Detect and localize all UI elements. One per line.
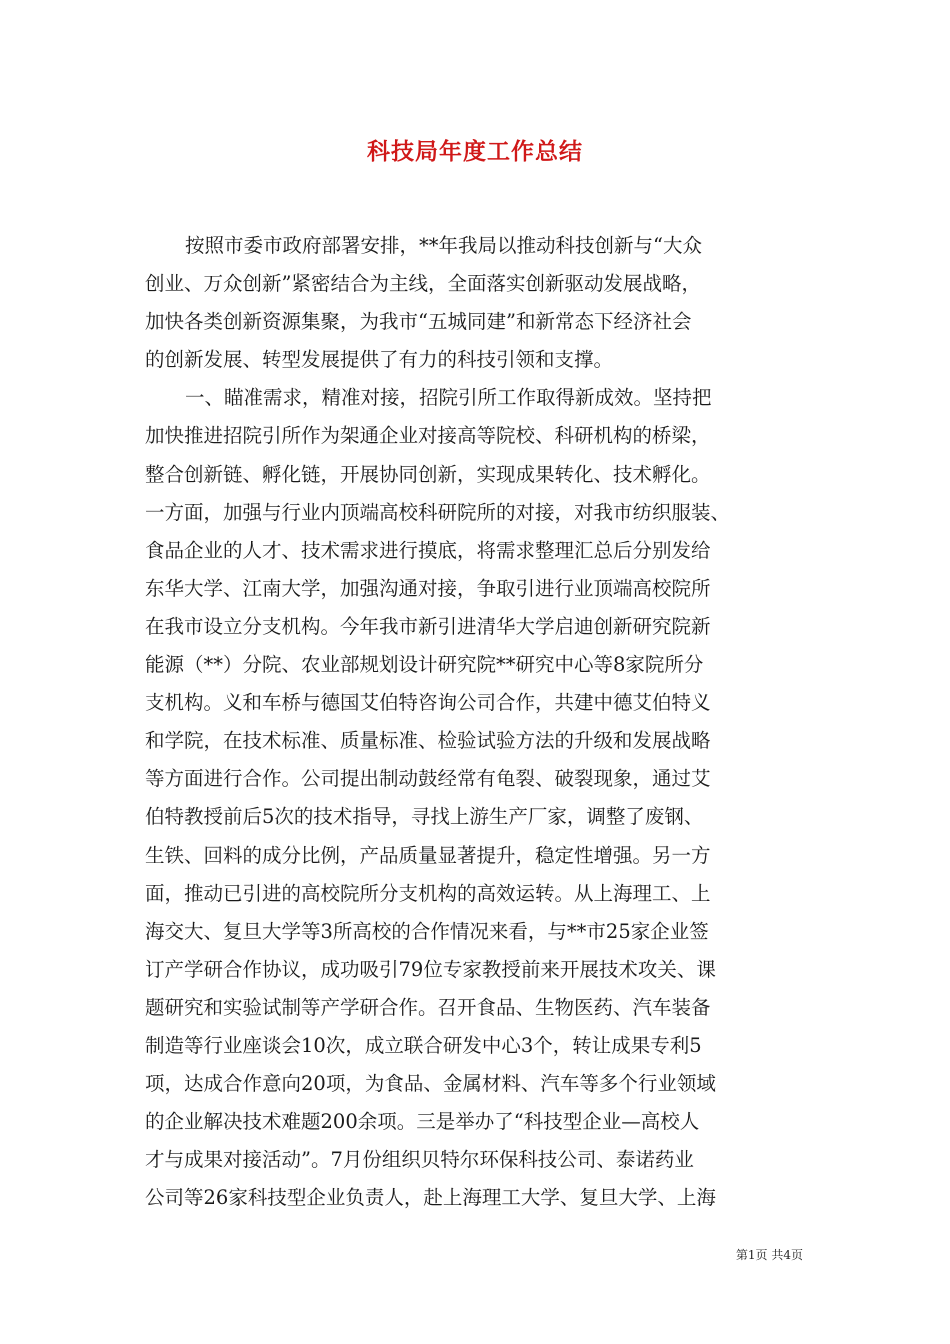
text-line: 的创新发展、转型发展提供了有力的科技引领和支撑。 — [145, 348, 614, 372]
text-line: 项，达成合作意向20项，为食品、金属材料、汽车等多个行业领域 — [145, 1072, 716, 1096]
text-line: 一、瞄准需求，精准对接，招院引所工作取得新成效。坚持把 — [185, 386, 712, 410]
text-line: 食品企业的人才、技术需求进行摸底，将需求整理汇总后分别发给 — [145, 538, 711, 562]
text-line: 制造等行业座谈会10次，成立联合研发中心3个，转让成果专利5 — [145, 1033, 702, 1057]
text-line: 创业、万众创新”紧密结合为主线，全面落实创新驱动发展战略， — [145, 272, 701, 296]
text-line: 才与成果对接活动”。7月份组织贝特尔环保科技公司、泰诺药业 — [145, 1148, 694, 1172]
text-line: 在我市设立分支机构。今年我市新引进清华大学启迪创新研究院新 — [145, 614, 711, 638]
text-line: 加快推进招院引所作为架通企业对接高等院校、科研机构的桥梁， — [145, 424, 711, 448]
text-line: 面，推动已引进的高校院所分支机构的高效运转。从上海理工、上 — [145, 881, 711, 905]
text-line: 等方面进行合作。公司提出制动鼓经常有龟裂、破裂现象，通过艾 — [145, 767, 711, 791]
page-number: 第1页 共4页 — [735, 1248, 803, 1262]
document-title: 科技局年度工作总结 — [367, 138, 583, 165]
text-line: 加快各类创新资源集聚，为我市“五城同建”和新常态下经济社会 — [145, 310, 692, 334]
text-line: 的企业解决技术难题200余项。三是举办了“科技型企业—高校人 — [145, 1110, 700, 1134]
text-line: 一方面，加强与行业内顶端高校科研院所的对接，对我市纺织服装、 — [145, 500, 731, 524]
text-line: 生铁、回料的成分比例，产品质量显著提升，稳定性增强。另一方 — [145, 843, 711, 867]
text-line: 题研究和实验试制等产学研合作。召开食品、生物医药、汽车装备 — [145, 995, 711, 1019]
text-line: 按照市委市政府部署安排，**年我局以推动科技创新与“大众 — [185, 234, 702, 257]
text-line: 东华大学、江南大学，加强沟通对接，争取引进行业顶端高校院所 — [145, 576, 711, 600]
text-line: 能源（**）分院、农业部规划设计研究院**研究中心等8家院所分 — [145, 653, 704, 677]
document-body — [145, 227, 805, 1217]
text-line: 整合创新链、孵化链，开展协同创新，实现成果转化、技术孵化。 — [145, 462, 711, 486]
text-line: 海交大、复旦大学等3所高校的合作情况来看，与**市25家企业签 — [145, 919, 709, 943]
text-line: 支机构。义和车桥与德国艾伯特咨询公司合作，共建中德艾伯特义 — [145, 691, 711, 715]
text-line: 公司等26家科技型企业负责人，赴上海理工大学、复旦大学、上海 — [145, 1186, 716, 1210]
text-line: 和学院，在技术标准、质量标准、检验试验方法的升级和发展战略 — [145, 729, 711, 753]
text-line: 订产学研合作协议，成功吸引79位专家教授前来开展技术攻关、课 — [145, 957, 716, 981]
text-line: 伯特教授前后5次的技术指导，寻找上游生产厂家，调整了废钢、 — [145, 805, 704, 829]
